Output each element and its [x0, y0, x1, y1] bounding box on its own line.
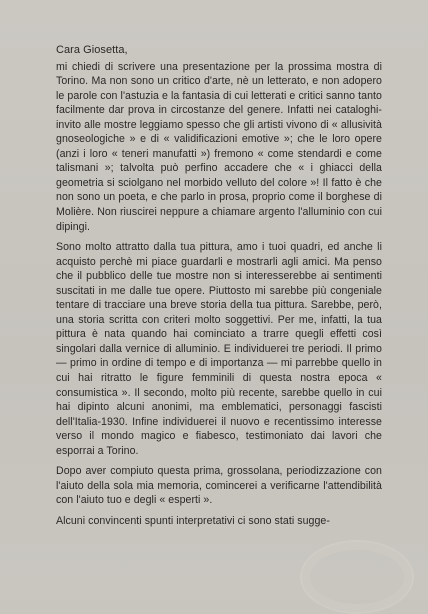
letter-salutation: Cara Giosetta, [56, 44, 128, 56]
paragraph-1: mi chiedi di scrivere una presentazione per la prossima mostra di Torino. Ma non sono un critico d'arte, nè un letterato, e non adopero le parole con l'astuzia e la fantasia di cui letterati e critici sanno tanto facilmente dar prova in circostanze del genere. Infatti nei cataloghi-invito alle mostre leggiamo spesso che gli artisti vivono di « allusività gnoseologiche » e di « validificazioni emotive »; che le loro opere (anzi i loro « teneri manufatti ») fremono « come stendardi e come talismani »; talvolta può perfino accadere che « i ghiacci della geometria si sciolgano nel morbido velluto del colore »! Il fatto è che non sono un poeta, e che parlo in prosa, proprio come il borghese di Molière. Non riuscirei neppure a chiamare argento l'alluminio con cui dipingi. [56, 60, 382, 233]
embossed-stamp-mark [300, 540, 414, 614]
paragraph-4: Alcuni convincenti spunti interpretativi ci sono stati sugge- [56, 514, 330, 527]
paragraph-3: Dopo aver compiuto questa prima, grossolana, periodizzazione con l'aiuto della sola mia memoria, comincerei a verificarne l'attendibilità con l'aiuto tuo e degli « esperti ». [56, 465, 382, 507]
letter-body [56, 43, 382, 535]
paragraph-2: Sono molto attratto dalla tua pittura, amo i tuoi quadri, ed anche li acquisto perchè mi piace guardarli e mostrarli agli amici. Ma penso che il pubblico delle tue mostre non si interesserebbe ai sentimenti suscitati in me dalle tue opere. Piuttosto mi sarebbe più congeniale tentare di tracciare una breve storia della tua pittura. Sarebbe, però, una storia scritta con criteri molto soggettivi. Per me, infatti, la tua pittura è nata quando hai cominciato a trarre quegli effetti così singolari dalla vernice di alluminio. E individuerei tre periodi. Il primo — primo in ordine di tempo e di importanza — mi parrebbe quello in cui hai ritratto le figure femminili di questa nostra epoca « consumistica ». Il secondo, molto più recente, sarebbe quello in cui hai dipinto alcuni anonimi, ma emblematici, personaggi fascisti dell'Italia-1930. Infine individuerei il nuovo e recentissimo interesse verso il mondo magico e fiabesco, testimoniato dai lavori che esporrai a Torino. [56, 241, 382, 457]
